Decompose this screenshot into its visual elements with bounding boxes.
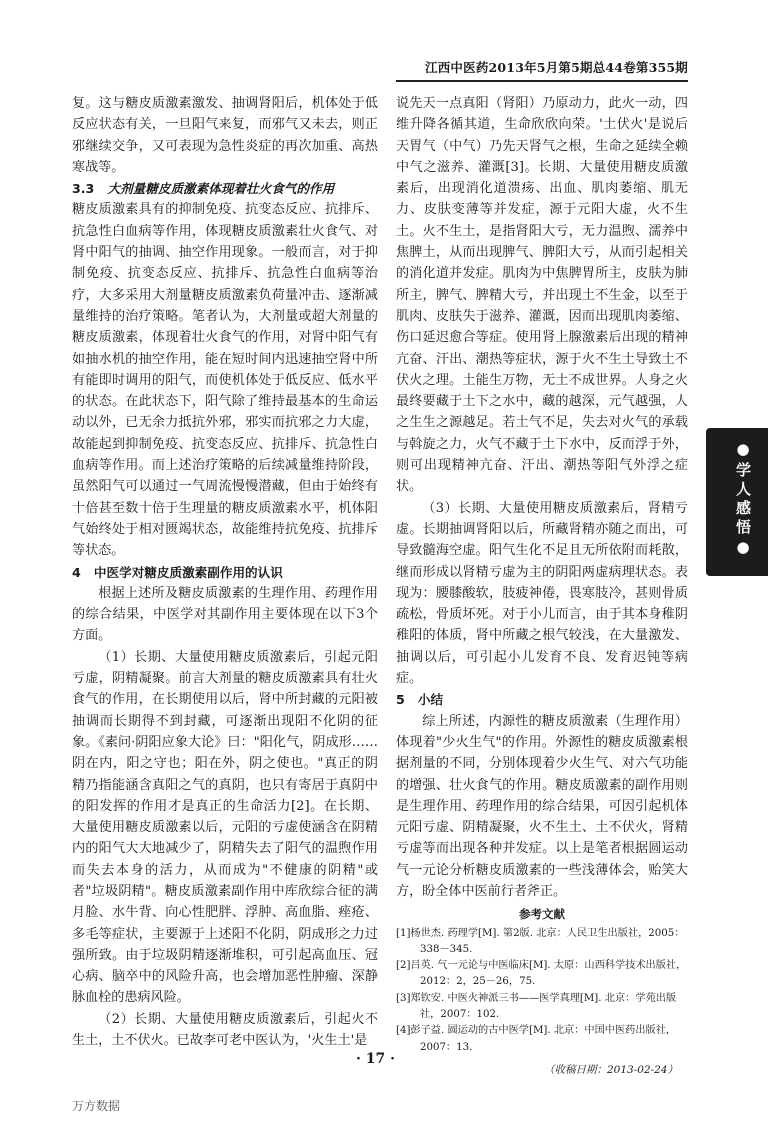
paragraph: 综上所述，内源性的糖皮质激素（生理作用）体现着"少火生气"的作用。外源性的糖皮质激素根据剂量的不同，分别体现着少火生气、对六气功能的增强、壮火食气的作用。糖皮质激素的副作用则是生理作用、药理作用的综合结果，可因引起机体元阳亏虚、阴精凝聚，火不生土、土不伏火，肾精亏虚等而出现各种并发症。以上是笔者根据圆运动气一元论分析糖皮质激素的一些浅薄体会，贻笑大方，盼全体中医前行者斧正。 (396, 713, 688, 899)
side-tab-label: ●学人感悟● (734, 440, 752, 560)
paragraph: （3）长期、大量使用糖皮质激素后，肾精亏虚。长期抽调肾阳以后，所藏肾精亦随之而出，可导致髓海空虚。阳气生化不足且无所依附而耗散，继而形成以肾精亏虚为主的阴阳两虚病理状态。表现为：腰膝酸软，肢疲神倦，畏寒肢冷，甚则骨质疏松，骨质坏死。对于小儿而言，由于其本身稚阴稚阳的体质，肾中所藏之根气较浅，在大量激发、抽调以后，可引起小儿发育不良、发育迟钝等病症。 (396, 500, 688, 687)
section-heading-5 (396, 689, 688, 710)
section-heading-4 (72, 562, 378, 583)
paragraph: 根据上述所及糖皮质激素的生理作用、药理作用的综合结果，中医学对其副作用主要体现在以下3个方面。 (72, 585, 378, 644)
section-heading-3-3 (72, 178, 378, 199)
reference-item: [3]郑钦安. 中医火神派三书——医学真理[M]. 北京：学苑出版社，2007：102. (396, 992, 677, 1021)
header-rule (396, 80, 688, 82)
left-column (72, 93, 378, 1051)
section-number: 4 (72, 564, 81, 580)
reference-item: [1]杨世杰. 药理学[M]. 第2版. 北京：人民卫生出版社，2005：338－345. (396, 927, 685, 955)
received-date: （收稿日期：2013-02-24） (543, 1063, 678, 1076)
journal-header: 江西中医药2013年5月第5期总44卷第355期 (425, 60, 688, 75)
references-title: 参考文献 (519, 907, 565, 922)
page-number: · 17 · (356, 1051, 395, 1067)
section-title: 大剂量糖皮质激素体现着壮火食气的作用 (107, 181, 335, 197)
paragraph: 说先天一点真阳（肾阳）乃原动力，此火一动，四维升降各循其道，生命欣欣向荣。'土伏火'是说后天胃气（中气）乃先天肾气之根，生命之延续全赖中气之滋养、灌溉[3]。长期、大量使用糖皮质激素后，出现消化道溃疡、出血、肌肉萎缩、肌无力、皮肤变薄等并发症，源于元阳大虚，火不生土。火不生土，是指肾阳大亏，无力温煦、濡养中焦脾土，从而出现脾气、脾阳大亏，从而引起相关的消化道并发症。肌肉为中焦脾胃所主，皮肤为肺所主，脾气、脾精大亏，并出现土不生金，以至于肌肉、皮肤失于滋养、灌溉，因而出现肌肉萎缩、伤口延迟愈合等症。使用肾上腺激素后出现的精神亢奋、汗出、潮热等症状，源于火不生土导致土不伏火之理。土能生万物，无土不成世界。人身之火最终要藏于土下之水中，藏的越深，元气越强，人之生生之源越足。若土气不足，失去对火气的承载与斡旋之力，火气不藏于土下水中，反而浮于外，则可出现精神亢奋、汗出、潮热等阳气外浮之症状。 (396, 96, 688, 495)
paragraph: 复。这与糖皮质激素激发、抽调肾阳后，机体处于低反应状态有关，一旦阳气来复，而邪气又未去，则正邪继续交争，又可表现为急性炎症的再次加重、高热寒战等。 (72, 96, 378, 175)
section-number: 5 (396, 692, 405, 708)
section-title: 小结 (417, 692, 444, 708)
reference-item: [2]吕英. 气一元论与中医临床[M]. 太原：山西科学技术出版社，2012：2，25－26，75. (396, 960, 687, 988)
paragraph: （1）长期、大量使用糖皮质激素后，引起元阳亏虚，阴精凝聚。前言大剂量的糖皮质激素具有壮火食气的作用，在长期使用以后，肾中所封藏的元阳被抽调而长期得不到封藏，可逐渐出现阳不化阴的征象。《素问·阴阳应象大论》曰："阳化气，阴成形……阴在内，阳之守也；阳在外，阴之使也。"真正的阴精乃指能涵含真阳之气的真阴，也只有寄居于真阴中的阳发挥的作用才是真正的生命活力[2]。在长期、大量使用糖皮质激素以后，元阳的亏虚使涵含在阴精内的阳气大大地减少了，阴精失去了阳气的温煦作用而失去本身的活力，从而成为"不健康的阴精"或者"垃圾阴精"。糖皮质激素副作用中库欣综合征的满月脸、水牛背、向心性肥胖、浮肿、高血脂、痤疮、多毛等症状，主要源于上述阳不化阴，阴成形之力过强所致。由于垃圾阴精逐渐堆积，可引起高血压、冠心病、脑卒中的风险升高，也会增加恶性肿瘤、深静脉血栓的患病风险。 (72, 649, 378, 1006)
section-title: 中医学对糖皮质激素副作用的认识 (93, 564, 283, 580)
reference-list (396, 926, 688, 1056)
paragraph: 糖皮质激素具有的抑制免疫、抗变态反应、抗排斥、抗急性白血病等作用，体现糖皮质激素壮火食气、对肾中阳气的抽调、抽空作用现象。一般而言，对于抑制免疫、抗变态反应、抗排斥、抗急性白血病等治疗，大多采用大剂量糖皮质激素负荷量冲击、逐渐减量维持的治疗策略。笔者认为，大剂量或超大剂量的糖皮质激素，体现着壮火食气的作用，对肾中阳气有如抽水机的抽空作用，能在短时间内迅速抽空肾中所有能即时调用的阳气，而使机体处于低反应、低水平的状态。在此状态下，阳气除了维持最基本的生命运动以外，已无余力抵抗外邪，邪实而抗邪之力大虚，故能起到抑制免疫、抗变态反应、抗排斥、抗急性白血病等作用。而上述治疗策略的后续减量维持阶段，虽然阳气可以通过一气周流慢慢潜藏，但由于始终有十倍甚至数十倍于生理量的糖皮质激素水平，机体阳气始终处于相对匮竭状态，故能维持抗免疫、抗排斥等状态。 (72, 202, 378, 559)
watermark: 万方数据 (72, 1099, 121, 1113)
paragraph: （2）长期、大量使用糖皮质激素后，引起火不生土，土不伏火。已故李可老中医认为，'火生土'是 (72, 1011, 378, 1049)
right-column (396, 93, 688, 1081)
reference-item: [4]彭子益. 圆运动的古中医学[M]. 北京：中国中医药出版社，2007：13. (396, 1025, 677, 1053)
section-number: 3.3 (72, 181, 95, 197)
